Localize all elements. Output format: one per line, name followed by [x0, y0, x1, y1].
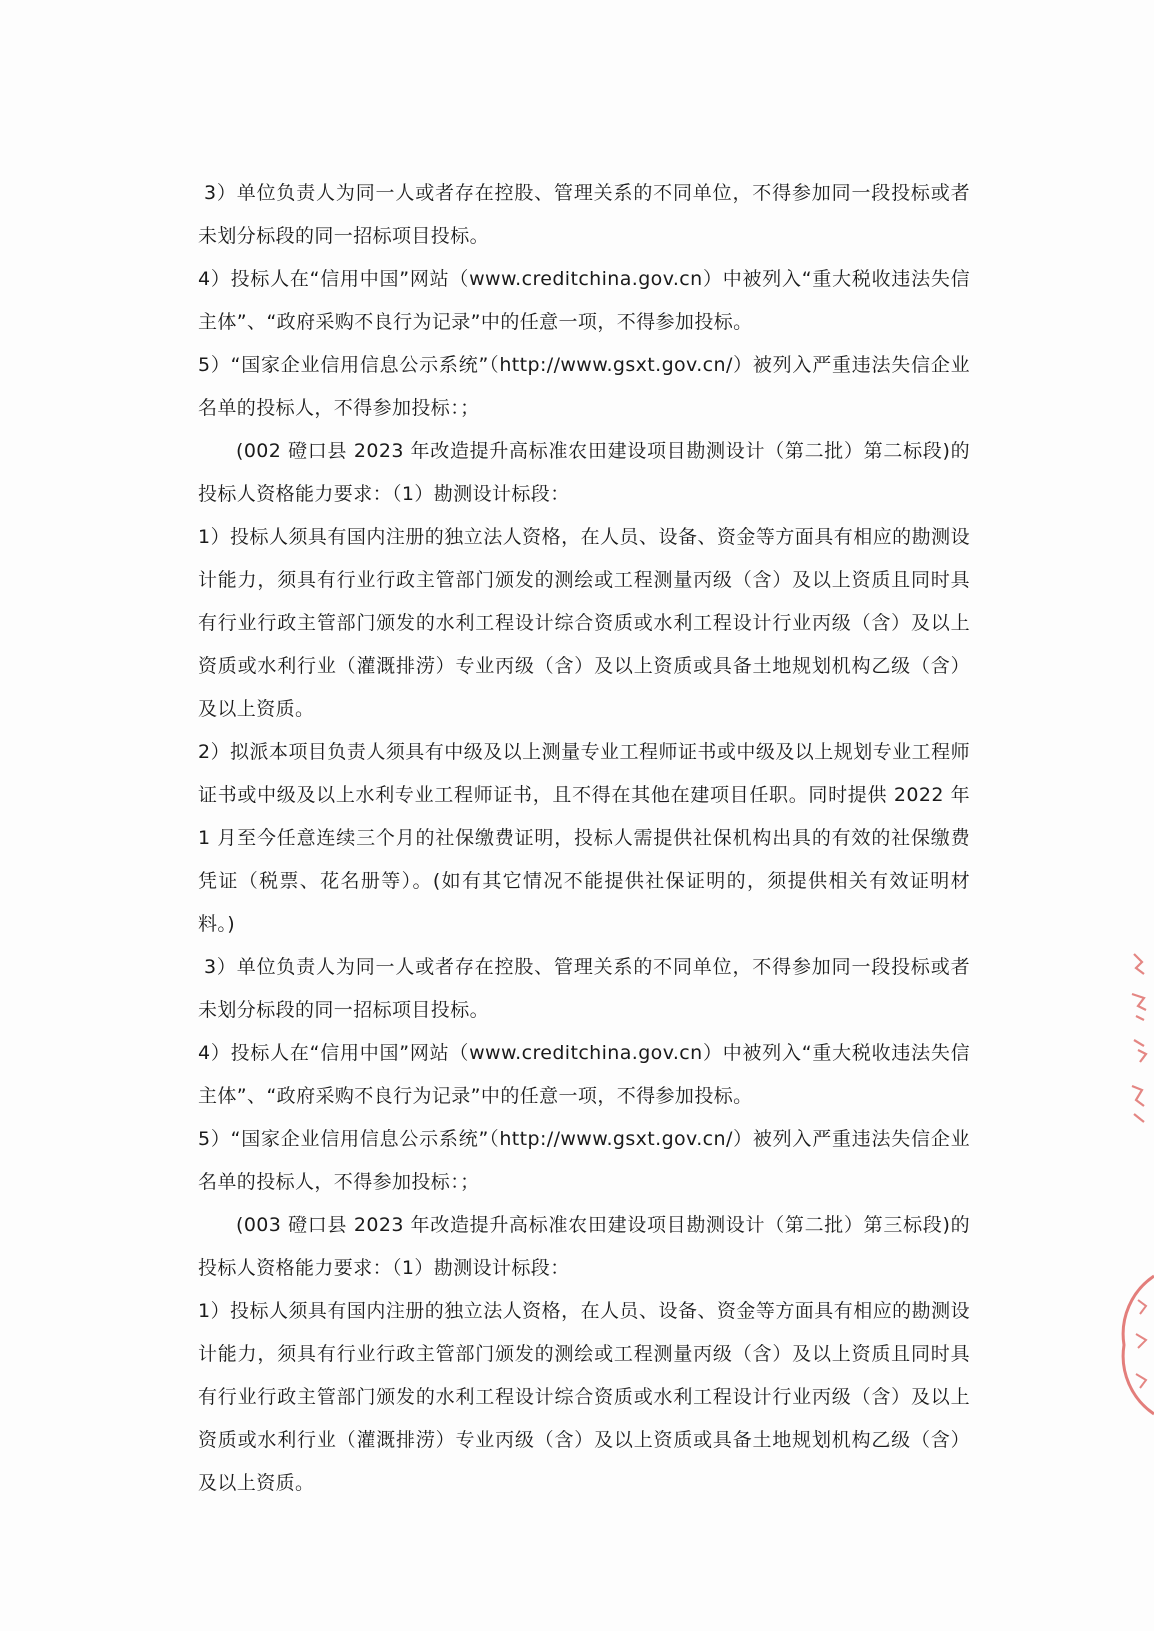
seal-stamp-fragment	[1114, 1270, 1154, 1420]
section-heading-lot-002: (002 磴口县 2023 年改造提升高标准农田建设项目勘测设计（第二批）第二标段)的投标人资格能力要求：（1）勘测设计标段：	[198, 440, 970, 505]
paragraph-5-gsxt: 5）“国家企业信用信息公示系统”（http://www.gsxt.gov.cn/）被列入严重违法失信企业名单的投标人，不得参加投标：；	[198, 1128, 970, 1193]
paragraph-2-project-leader: 2）拟派本项目负责人须具有中级及以上测量专业工程师证书或中级及以上规划专业工程师证书或中级及以上水利专业工程师证书，且不得在其他在建项目任职。同时提供 2022 年 1 月至今任意连续三个月的社保缴费证明，投标人需提供社保机构出具的有效的社保缴费凭证（税票、花名册等）。(如有其它情况不能提供社保证明的，须提供相关有效证明材料。)	[198, 741, 970, 935]
seal-stamp-fragment	[1114, 950, 1154, 1140]
paragraph-4-credit-china: 4）投标人在“信用中国”网站（www.creditchina.gov.cn）中被列入“重大税收违法失信主体”、“政府采购不良行为记录”中的任意一项，不得参加投标。	[198, 1042, 970, 1107]
paragraph-4-credit-china: 4）投标人在“信用中国”网站（www.creditchina.gov.cn）中被列入“重大税收违法失信主体”、“政府采购不良行为记录”中的任意一项，不得参加投标。	[198, 268, 970, 333]
paragraph-1-qualification: 1）投标人须具有国内注册的独立法人资格，在人员、设备、资金等方面具有相应的勘测设计能力，须具有行业行政主管部门颁发的测绘或工程测量丙级（含）及以上资质且同时具有行业行政主管部门颁发的水利工程设计综合资质或水利工程设计行业丙级（含）及以上资质或水利行业（灌溉排涝）专业丙级（含）及以上资质或具备土地规划机构乙级（含）及以上资质。	[198, 526, 970, 720]
section-heading-lot-003: (003 磴口县 2023 年改造提升高标准农田建设项目勘测设计（第二批）第三标段)的投标人资格能力要求：（1）勘测设计标段：	[198, 1214, 970, 1279]
paragraph-3-joint-ownership: 3）单位负责人为同一人或者存在控股、管理关系的不同单位，不得参加同一段投标或者未划分标段的同一招标项目投标。	[198, 956, 970, 1021]
document-body	[198, 172, 970, 1505]
paragraph-5-gsxt: 5）“国家企业信用信息公示系统”（http://www.gsxt.gov.cn/）被列入严重违法失信企业名单的投标人，不得参加投标：；	[198, 354, 970, 419]
paragraph-3-joint-ownership: 3）单位负责人为同一人或者存在控股、管理关系的不同单位，不得参加同一段投标或者未划分标段的同一招标项目投标。	[198, 182, 970, 247]
paragraph-1-qualification: 1）投标人须具有国内注册的独立法人资格，在人员、设备、资金等方面具有相应的勘测设计能力，须具有行业行政主管部门颁发的测绘或工程测量丙级（含）及以上资质且同时具有行业行政主管部门颁发的水利工程设计综合资质或水利工程设计行业丙级（含）及以上资质或水利行业（灌溉排涝）专业丙级（含）及以上资质或具备土地规划机构乙级（含）及以上资质。	[198, 1300, 970, 1494]
